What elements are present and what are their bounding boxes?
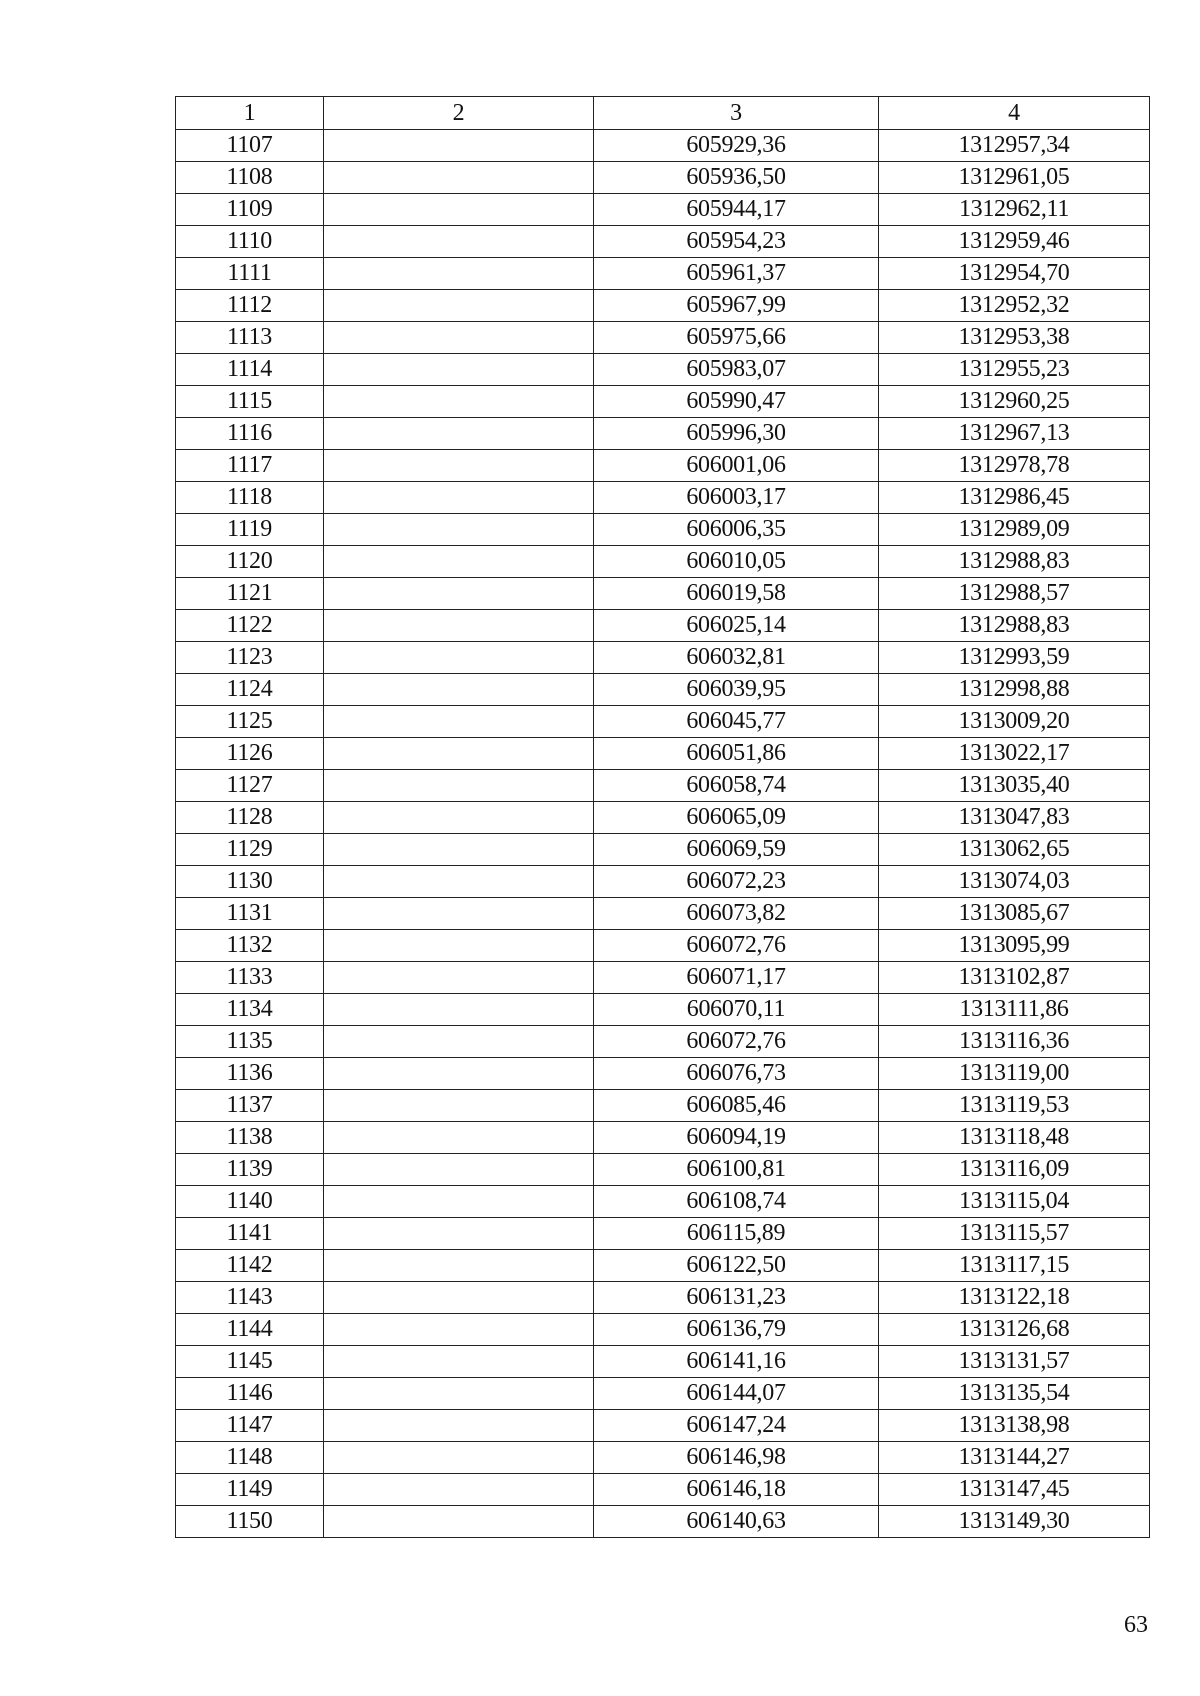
description-cell [324, 1250, 594, 1282]
x-coordinate-cell: 606141,16 [594, 1346, 879, 1378]
table-row [176, 866, 1150, 898]
table-row [176, 258, 1150, 290]
x-coordinate-cell: 606039,95 [594, 674, 879, 706]
table-row [176, 578, 1150, 610]
table-row [176, 1058, 1150, 1090]
description-cell [324, 386, 594, 418]
table-row [176, 1474, 1150, 1506]
point-number-cell: 1149 [176, 1474, 324, 1506]
table-row [176, 354, 1150, 386]
x-coordinate-cell: 606003,17 [594, 482, 879, 514]
point-number-cell: 1130 [176, 866, 324, 898]
point-number-cell: 1144 [176, 1314, 324, 1346]
point-number-cell: 1138 [176, 1122, 324, 1154]
y-coordinate-cell: 1313119,53 [879, 1090, 1150, 1122]
table-row [176, 1282, 1150, 1314]
x-coordinate-cell: 606146,18 [594, 1474, 879, 1506]
x-coordinate-cell: 605967,99 [594, 290, 879, 322]
x-coordinate-cell: 606045,77 [594, 706, 879, 738]
point-number-cell: 1118 [176, 482, 324, 514]
y-coordinate-cell: 1313009,20 [879, 706, 1150, 738]
table-row [176, 194, 1150, 226]
table-row [176, 1314, 1150, 1346]
x-coordinate-cell: 605954,23 [594, 226, 879, 258]
y-coordinate-cell: 1312993,59 [879, 642, 1150, 674]
y-coordinate-cell: 1313047,83 [879, 802, 1150, 834]
y-coordinate-cell: 1313095,99 [879, 930, 1150, 962]
description-cell [324, 162, 594, 194]
y-coordinate-cell: 1313111,86 [879, 994, 1150, 1026]
description-cell [324, 1442, 594, 1474]
y-coordinate-cell: 1313138,98 [879, 1410, 1150, 1442]
y-coordinate-cell: 1312955,23 [879, 354, 1150, 386]
table-row [176, 162, 1150, 194]
x-coordinate-cell: 605983,07 [594, 354, 879, 386]
description-cell [324, 1346, 594, 1378]
description-cell [324, 450, 594, 482]
page-number: 63 [1124, 1612, 1148, 1638]
description-cell [324, 962, 594, 994]
description-cell [324, 1122, 594, 1154]
table-row [176, 130, 1150, 162]
y-coordinate-cell: 1313119,00 [879, 1058, 1150, 1090]
description-cell [324, 546, 594, 578]
x-coordinate-cell: 606010,05 [594, 546, 879, 578]
table-row [176, 706, 1150, 738]
y-coordinate-cell: 1312953,38 [879, 322, 1150, 354]
y-coordinate-cell: 1313147,45 [879, 1474, 1150, 1506]
table-row [176, 642, 1150, 674]
table-row [176, 1026, 1150, 1058]
y-coordinate-cell: 1313149,30 [879, 1506, 1150, 1538]
point-number-cell: 1122 [176, 610, 324, 642]
y-coordinate-cell: 1312988,83 [879, 546, 1150, 578]
point-number-cell: 1146 [176, 1378, 324, 1410]
table-row [176, 930, 1150, 962]
description-cell [324, 322, 594, 354]
point-number-cell: 1111 [176, 258, 324, 290]
x-coordinate-cell: 605944,17 [594, 194, 879, 226]
table-header-row [176, 97, 1150, 130]
x-coordinate-cell: 606073,82 [594, 898, 879, 930]
x-coordinate-cell: 606072,23 [594, 866, 879, 898]
table-row [176, 514, 1150, 546]
table-row [176, 674, 1150, 706]
x-coordinate-cell: 606072,76 [594, 930, 879, 962]
table-row [176, 770, 1150, 802]
x-coordinate-cell: 605996,30 [594, 418, 879, 450]
point-number-cell: 1123 [176, 642, 324, 674]
point-number-cell: 1107 [176, 130, 324, 162]
x-coordinate-cell: 606115,89 [594, 1218, 879, 1250]
description-cell [324, 930, 594, 962]
y-coordinate-cell: 1313022,17 [879, 738, 1150, 770]
description-cell [324, 226, 594, 258]
y-coordinate-cell: 1312954,70 [879, 258, 1150, 290]
table-row [176, 1186, 1150, 1218]
table-row [176, 386, 1150, 418]
x-coordinate-cell: 605929,36 [594, 130, 879, 162]
point-number-cell: 1108 [176, 162, 324, 194]
x-coordinate-cell: 606140,63 [594, 1506, 879, 1538]
table-row [176, 994, 1150, 1026]
point-number-cell: 1142 [176, 1250, 324, 1282]
description-cell [324, 514, 594, 546]
y-coordinate-cell: 1312967,13 [879, 418, 1150, 450]
point-number-cell: 1145 [176, 1346, 324, 1378]
x-coordinate-cell: 606001,06 [594, 450, 879, 482]
point-number-cell: 1150 [176, 1506, 324, 1538]
table-row [176, 962, 1150, 994]
x-coordinate-cell: 606136,79 [594, 1314, 879, 1346]
coordinates-table [175, 96, 1150, 1538]
table-row [176, 802, 1150, 834]
y-coordinate-cell: 1313144,27 [879, 1442, 1150, 1474]
y-coordinate-cell: 1313085,67 [879, 898, 1150, 930]
y-coordinate-cell: 1313074,03 [879, 866, 1150, 898]
description-cell [324, 610, 594, 642]
table-row [176, 450, 1150, 482]
table-row [176, 1090, 1150, 1122]
description-cell [324, 1026, 594, 1058]
column-header-1: 1 [176, 97, 324, 130]
point-number-cell: 1124 [176, 674, 324, 706]
description-cell [324, 258, 594, 290]
point-number-cell: 1126 [176, 738, 324, 770]
y-coordinate-cell: 1312961,05 [879, 162, 1150, 194]
description-cell [324, 1058, 594, 1090]
table-row [176, 1218, 1150, 1250]
point-number-cell: 1112 [176, 290, 324, 322]
point-number-cell: 1134 [176, 994, 324, 1026]
description-cell [324, 1410, 594, 1442]
x-coordinate-cell: 606070,11 [594, 994, 879, 1026]
point-number-cell: 1117 [176, 450, 324, 482]
point-number-cell: 1137 [176, 1090, 324, 1122]
point-number-cell: 1136 [176, 1058, 324, 1090]
y-coordinate-cell: 1312962,11 [879, 194, 1150, 226]
y-coordinate-cell: 1312957,34 [879, 130, 1150, 162]
description-cell [324, 418, 594, 450]
x-coordinate-cell: 606025,14 [594, 610, 879, 642]
x-coordinate-cell: 605990,47 [594, 386, 879, 418]
table-row [176, 1250, 1150, 1282]
y-coordinate-cell: 1312952,32 [879, 290, 1150, 322]
description-cell [324, 1186, 594, 1218]
table-body [176, 130, 1150, 1538]
table-row [176, 1122, 1150, 1154]
y-coordinate-cell: 1313131,57 [879, 1346, 1150, 1378]
y-coordinate-cell: 1313062,65 [879, 834, 1150, 866]
description-cell [324, 770, 594, 802]
table-row [176, 418, 1150, 450]
table-row [176, 1378, 1150, 1410]
table-row [176, 322, 1150, 354]
description-cell [324, 994, 594, 1026]
point-number-cell: 1132 [176, 930, 324, 962]
table-row [176, 1506, 1150, 1538]
table-row [176, 738, 1150, 770]
point-number-cell: 1114 [176, 354, 324, 386]
table-row [176, 1442, 1150, 1474]
x-coordinate-cell: 606108,74 [594, 1186, 879, 1218]
y-coordinate-cell: 1313102,87 [879, 962, 1150, 994]
description-cell [324, 482, 594, 514]
x-coordinate-cell: 605936,50 [594, 162, 879, 194]
y-coordinate-cell: 1313116,36 [879, 1026, 1150, 1058]
point-number-cell: 1119 [176, 514, 324, 546]
point-number-cell: 1121 [176, 578, 324, 610]
point-number-cell: 1115 [176, 386, 324, 418]
column-header-2: 2 [324, 97, 594, 130]
table-row [176, 482, 1150, 514]
y-coordinate-cell: 1312998,88 [879, 674, 1150, 706]
point-number-cell: 1129 [176, 834, 324, 866]
x-coordinate-cell: 606076,73 [594, 1058, 879, 1090]
point-number-cell: 1109 [176, 194, 324, 226]
description-cell [324, 706, 594, 738]
x-coordinate-cell: 606085,46 [594, 1090, 879, 1122]
y-coordinate-cell: 1312959,46 [879, 226, 1150, 258]
y-coordinate-cell: 1312988,83 [879, 610, 1150, 642]
table-row [176, 1346, 1150, 1378]
point-number-cell: 1148 [176, 1442, 324, 1474]
table-row [176, 1154, 1150, 1186]
description-cell [324, 802, 594, 834]
point-number-cell: 1143 [176, 1282, 324, 1314]
y-coordinate-cell: 1313122,18 [879, 1282, 1150, 1314]
y-coordinate-cell: 1313116,09 [879, 1154, 1150, 1186]
description-cell [324, 1506, 594, 1538]
description-cell [324, 130, 594, 162]
table-row [176, 1410, 1150, 1442]
point-number-cell: 1131 [176, 898, 324, 930]
point-number-cell: 1128 [176, 802, 324, 834]
x-coordinate-cell: 606069,59 [594, 834, 879, 866]
point-number-cell: 1125 [176, 706, 324, 738]
x-coordinate-cell: 605975,66 [594, 322, 879, 354]
point-number-cell: 1120 [176, 546, 324, 578]
column-header-4: 4 [879, 97, 1150, 130]
y-coordinate-cell: 1312978,78 [879, 450, 1150, 482]
x-coordinate-cell: 606122,50 [594, 1250, 879, 1282]
point-number-cell: 1116 [176, 418, 324, 450]
point-number-cell: 1135 [176, 1026, 324, 1058]
description-cell [324, 642, 594, 674]
point-number-cell: 1141 [176, 1218, 324, 1250]
x-coordinate-cell: 606071,17 [594, 962, 879, 994]
x-coordinate-cell: 606131,23 [594, 1282, 879, 1314]
x-coordinate-cell: 606032,81 [594, 642, 879, 674]
description-cell [324, 738, 594, 770]
y-coordinate-cell: 1312986,45 [879, 482, 1150, 514]
table-row [176, 290, 1150, 322]
description-cell [324, 1218, 594, 1250]
description-cell [324, 834, 594, 866]
x-coordinate-cell: 606144,07 [594, 1378, 879, 1410]
description-cell [324, 578, 594, 610]
description-cell [324, 354, 594, 386]
y-coordinate-cell: 1313117,15 [879, 1250, 1150, 1282]
description-cell [324, 866, 594, 898]
y-coordinate-cell: 1313126,68 [879, 1314, 1150, 1346]
description-cell [324, 290, 594, 322]
point-number-cell: 1147 [176, 1410, 324, 1442]
x-coordinate-cell: 606019,58 [594, 578, 879, 610]
description-cell [324, 1154, 594, 1186]
description-cell [324, 674, 594, 706]
description-cell [324, 1474, 594, 1506]
description-cell [324, 1282, 594, 1314]
y-coordinate-cell: 1313035,40 [879, 770, 1150, 802]
description-cell [324, 1090, 594, 1122]
description-cell [324, 1314, 594, 1346]
description-cell [324, 1378, 594, 1410]
table-row [176, 834, 1150, 866]
y-coordinate-cell: 1312989,09 [879, 514, 1150, 546]
description-cell [324, 898, 594, 930]
y-coordinate-cell: 1313115,57 [879, 1218, 1150, 1250]
point-number-cell: 1113 [176, 322, 324, 354]
description-cell [324, 194, 594, 226]
table-row [176, 610, 1150, 642]
x-coordinate-cell: 606146,98 [594, 1442, 879, 1474]
table-row [176, 226, 1150, 258]
point-number-cell: 1110 [176, 226, 324, 258]
column-header-3: 3 [594, 97, 879, 130]
x-coordinate-cell: 606072,76 [594, 1026, 879, 1058]
x-coordinate-cell: 606094,19 [594, 1122, 879, 1154]
point-number-cell: 1139 [176, 1154, 324, 1186]
table-row [176, 898, 1150, 930]
y-coordinate-cell: 1312960,25 [879, 386, 1150, 418]
point-number-cell: 1133 [176, 962, 324, 994]
x-coordinate-cell: 606006,35 [594, 514, 879, 546]
x-coordinate-cell: 606051,86 [594, 738, 879, 770]
x-coordinate-cell: 606058,74 [594, 770, 879, 802]
table-row [176, 546, 1150, 578]
x-coordinate-cell: 606065,09 [594, 802, 879, 834]
point-number-cell: 1127 [176, 770, 324, 802]
y-coordinate-cell: 1312988,57 [879, 578, 1150, 610]
x-coordinate-cell: 605961,37 [594, 258, 879, 290]
y-coordinate-cell: 1313135,54 [879, 1378, 1150, 1410]
x-coordinate-cell: 606100,81 [594, 1154, 879, 1186]
point-number-cell: 1140 [176, 1186, 324, 1218]
y-coordinate-cell: 1313118,48 [879, 1122, 1150, 1154]
x-coordinate-cell: 606147,24 [594, 1410, 879, 1442]
y-coordinate-cell: 1313115,04 [879, 1186, 1150, 1218]
